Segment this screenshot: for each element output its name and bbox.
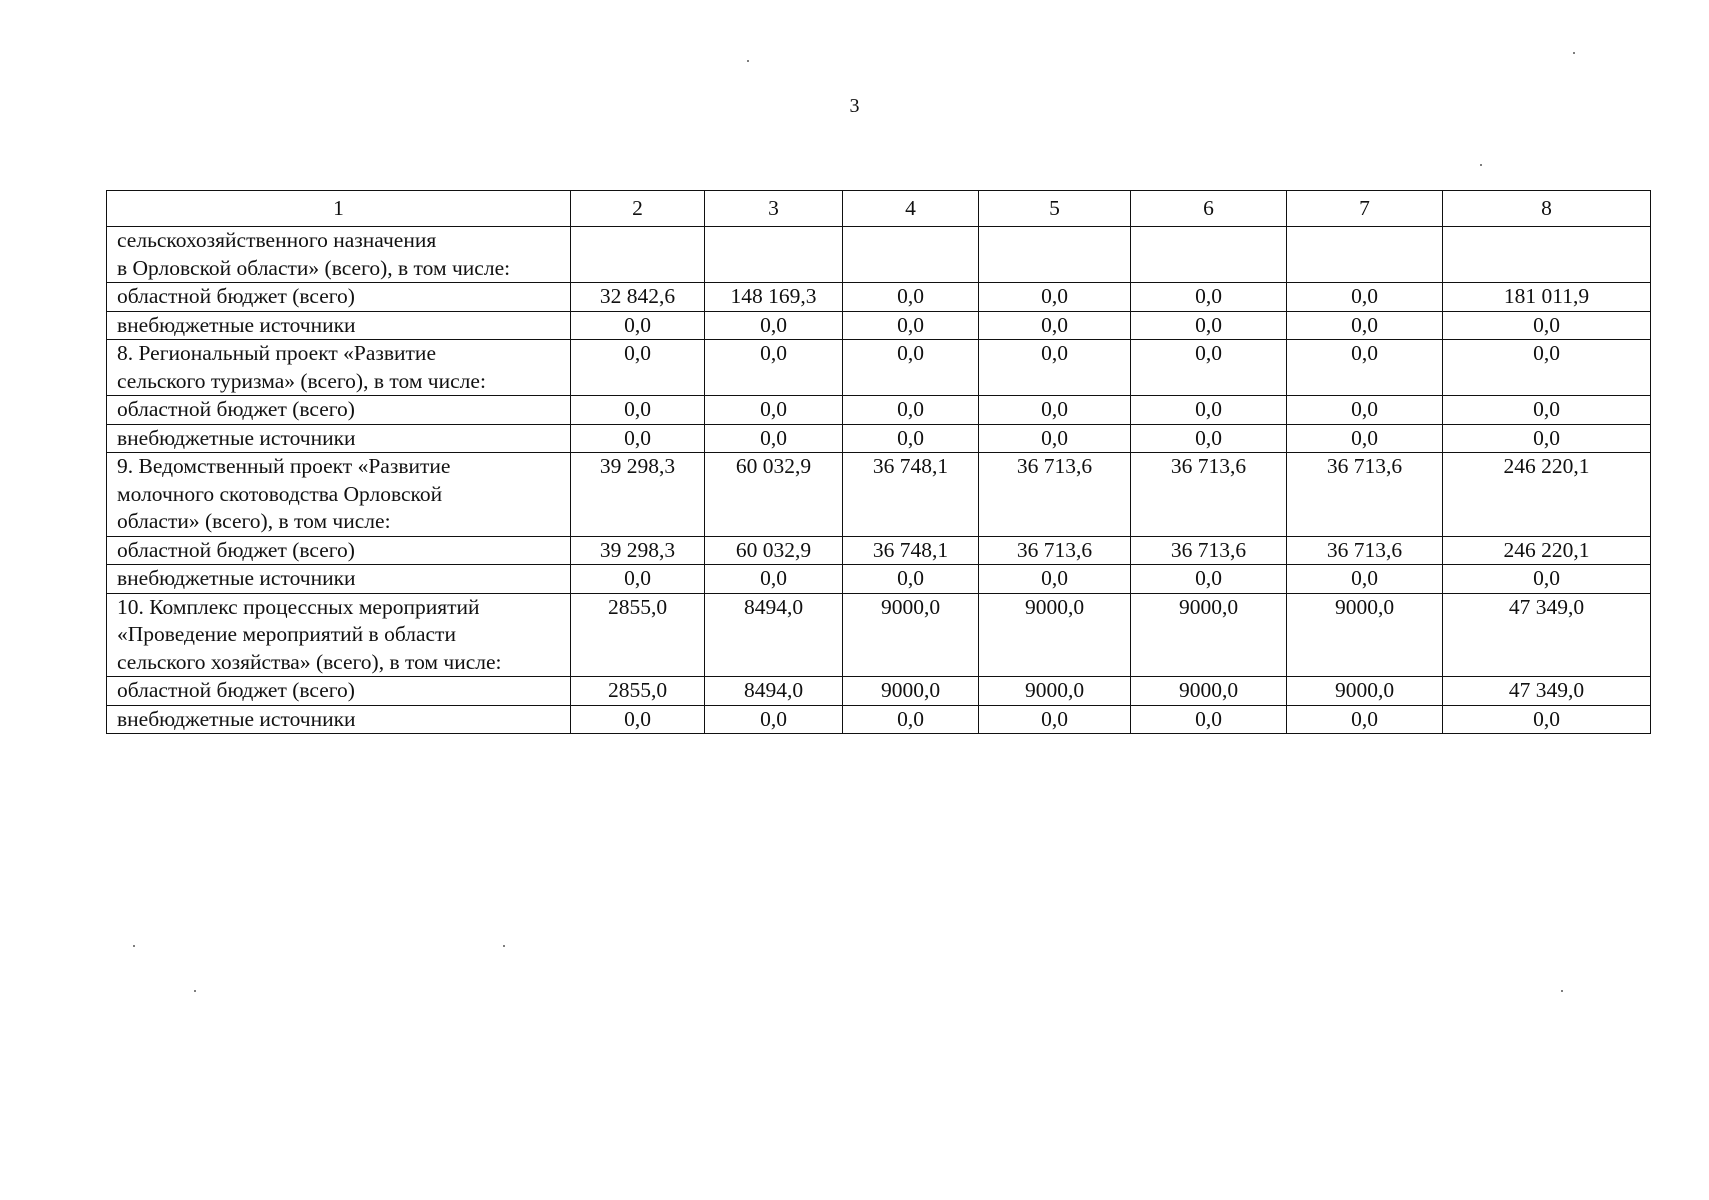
row-label-line: внебюджетные источники	[117, 566, 356, 590]
column-header-2: 2	[571, 191, 705, 227]
cell-value: 0,0	[1287, 396, 1443, 425]
cell-value: 0,0	[571, 565, 705, 594]
cell-value: 0,0	[1131, 424, 1287, 453]
cell-value: 0,0	[843, 396, 979, 425]
cell-value: 0,0	[1287, 705, 1443, 734]
cell-value: 0,0	[979, 705, 1131, 734]
row-label	[107, 311, 571, 340]
cell-value: 0,0	[1443, 705, 1651, 734]
cell-value: 60 032,9	[705, 453, 843, 537]
row-label-line: областной бюджет (всего)	[117, 397, 355, 421]
cell-value: 9000,0	[1131, 677, 1287, 706]
cell-value: 0,0	[979, 283, 1131, 312]
cell-value	[705, 227, 843, 283]
row-label-line: 8. Региональный проект «Развитие	[117, 341, 436, 365]
cell-value: 0,0	[705, 424, 843, 453]
cell-value: 0,0	[1131, 565, 1287, 594]
row-label	[107, 453, 571, 537]
scan-speck	[1480, 164, 1482, 166]
cell-value: 0,0	[843, 424, 979, 453]
scan-speck	[503, 945, 505, 947]
cell-value: 0,0	[1443, 340, 1651, 396]
scan-speck	[1561, 990, 1563, 992]
cell-value: 36 713,6	[1287, 536, 1443, 565]
row-label	[107, 396, 571, 425]
scan-speck	[747, 60, 749, 62]
table-row	[107, 424, 1651, 453]
cell-value: 0,0	[1443, 424, 1651, 453]
row-label-line: молочного скотоводства Орловской	[117, 481, 443, 506]
cell-value: 0,0	[979, 424, 1131, 453]
column-header-4: 4	[843, 191, 979, 227]
cell-value	[571, 227, 705, 283]
cell-value: 0,0	[843, 340, 979, 396]
cell-value: 2855,0	[571, 677, 705, 706]
cell-value: 0,0	[571, 424, 705, 453]
row-label	[107, 340, 571, 396]
cell-value: 0,0	[705, 396, 843, 425]
cell-value: 8494,0	[705, 593, 843, 677]
row-label-line: сельского хозяйства» (всего), в том числе:	[117, 649, 502, 674]
column-header-7: 7	[1287, 191, 1443, 227]
cell-value: 36 713,6	[979, 453, 1131, 537]
table-row	[107, 593, 1651, 677]
cell-value: 47 349,0	[1443, 677, 1651, 706]
cell-value: 0,0	[571, 396, 705, 425]
cell-value	[843, 227, 979, 283]
cell-value: 0,0	[1131, 705, 1287, 734]
cell-value: 36 713,6	[1287, 453, 1443, 537]
budget-table	[106, 190, 1651, 734]
table-row	[107, 536, 1651, 565]
cell-value: 0,0	[571, 311, 705, 340]
row-label-line: 9. Ведомственный проект «Развитие	[117, 454, 451, 478]
cell-value: 39 298,3	[571, 453, 705, 537]
cell-value	[1287, 227, 1443, 283]
scan-speck	[194, 990, 196, 992]
header-row	[107, 191, 1651, 227]
cell-value: 0,0	[843, 283, 979, 312]
cell-value: 0,0	[979, 396, 1131, 425]
table-row	[107, 340, 1651, 396]
table-row	[107, 453, 1651, 537]
cell-value: 9000,0	[1287, 593, 1443, 677]
table-row	[107, 705, 1651, 734]
cell-value: 0,0	[1287, 311, 1443, 340]
row-label-line: в Орловской области» (всего), в том числе:	[117, 255, 511, 280]
cell-value: 0,0	[1131, 340, 1287, 396]
page-number: 3	[849, 95, 860, 117]
cell-value: 0,0	[705, 705, 843, 734]
cell-value: 246 220,1	[1443, 536, 1651, 565]
scan-speck	[133, 945, 135, 947]
cell-value: 39 298,3	[571, 536, 705, 565]
cell-value: 0,0	[1443, 396, 1651, 425]
cell-value: 9000,0	[843, 593, 979, 677]
cell-value: 9000,0	[979, 593, 1131, 677]
cell-value: 246 220,1	[1443, 453, 1651, 537]
cell-value: 0,0	[571, 340, 705, 396]
row-label-line: внебюджетные источники	[117, 425, 356, 450]
cell-value: 148 169,3	[705, 283, 843, 312]
cell-value: 181 011,9	[1443, 283, 1651, 312]
cell-value: 60 032,9	[705, 536, 843, 565]
cell-value: 0,0	[1287, 340, 1443, 396]
cell-value: 36 713,6	[1131, 453, 1287, 537]
cell-value: 0,0	[979, 565, 1131, 594]
cell-value: 2855,0	[571, 593, 705, 677]
row-label-line: 10. Комплекс процессных мероприятий	[117, 594, 480, 619]
cell-value: 0,0	[1131, 283, 1287, 312]
cell-value: 9000,0	[1287, 677, 1443, 706]
cell-value	[1131, 227, 1287, 283]
cell-value: 32 842,6	[571, 283, 705, 312]
row-label-line: областной бюджет (всего)	[117, 678, 355, 702]
cell-value: 9000,0	[1131, 593, 1287, 677]
cell-value: 36 713,6	[1131, 536, 1287, 565]
cell-value: 0,0	[705, 565, 843, 594]
cell-value: 36 748,1	[843, 453, 979, 537]
cell-value: 0,0	[571, 705, 705, 734]
row-label-line: области» (всего), в том числе:	[117, 509, 391, 533]
column-header-3: 3	[705, 191, 843, 227]
row-label	[107, 677, 571, 706]
scan-speck	[1573, 52, 1575, 54]
table-row	[107, 396, 1651, 425]
cell-value: 0,0	[979, 340, 1131, 396]
cell-value	[1443, 227, 1651, 283]
cell-value: 0,0	[705, 340, 843, 396]
row-label-line: сельскохозяйственного назначения	[117, 228, 437, 252]
cell-value: 36 748,1	[843, 536, 979, 565]
row-label	[107, 565, 571, 594]
row-label	[107, 536, 571, 565]
cell-value: 0,0	[1287, 424, 1443, 453]
row-label-line: сельского туризма» (всего), в том числе:	[117, 368, 486, 393]
cell-value: 9000,0	[843, 677, 979, 706]
row-label-line: областной бюджет (всего)	[117, 537, 355, 562]
table-row	[107, 677, 1651, 706]
column-header-5: 5	[979, 191, 1131, 227]
cell-value: 0,0	[1287, 565, 1443, 594]
table-row	[107, 283, 1651, 312]
column-header-8: 8	[1443, 191, 1651, 227]
row-label	[107, 593, 571, 677]
cell-value: 0,0	[705, 311, 843, 340]
table-row	[107, 565, 1651, 594]
row-label	[107, 227, 571, 283]
cell-value	[979, 227, 1131, 283]
table-row	[107, 311, 1651, 340]
cell-value: 0,0	[1443, 565, 1651, 594]
cell-value: 0,0	[979, 311, 1131, 340]
cell-value: 0,0	[1443, 311, 1651, 340]
cell-value: 0,0	[1131, 396, 1287, 425]
row-label-line: внебюджетные источники	[117, 706, 356, 731]
cell-value: 47 349,0	[1443, 593, 1651, 677]
row-label-line: внебюджетные источники	[117, 312, 356, 337]
cell-value: 36 713,6	[979, 536, 1131, 565]
cell-value: 0,0	[1287, 283, 1443, 312]
cell-value: 9000,0	[979, 677, 1131, 706]
column-header-6: 6	[1131, 191, 1287, 227]
row-label	[107, 705, 571, 734]
table-row	[107, 227, 1651, 283]
table-body	[107, 227, 1651, 734]
cell-value: 0,0	[843, 311, 979, 340]
row-label	[107, 283, 571, 312]
column-header-1: 1	[107, 191, 571, 227]
cell-value: 8494,0	[705, 677, 843, 706]
cell-value: 0,0	[843, 705, 979, 734]
cell-value: 0,0	[843, 565, 979, 594]
row-label-line: «Проведение мероприятий в области	[117, 622, 456, 646]
cell-value: 0,0	[1131, 311, 1287, 340]
row-label	[107, 424, 571, 453]
row-label-line: областной бюджет (всего)	[117, 284, 355, 308]
